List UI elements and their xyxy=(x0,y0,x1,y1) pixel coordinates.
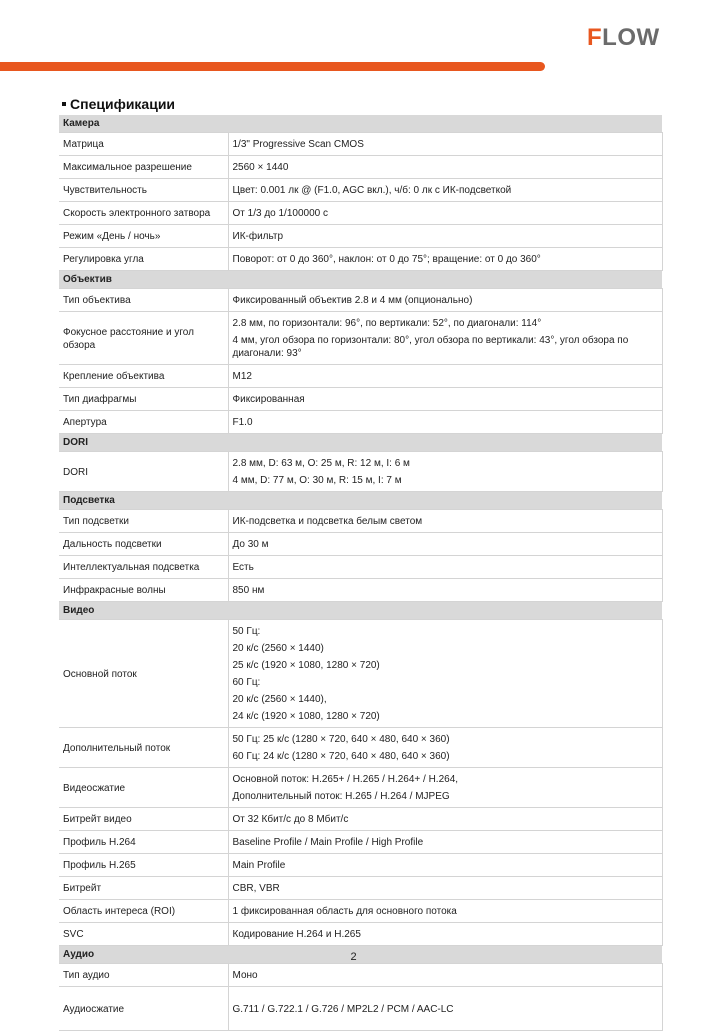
logo-mark: F xyxy=(587,24,603,51)
spec-value xyxy=(228,388,662,411)
spec-label: Режим «День / ночь» xyxy=(59,225,228,248)
spec-value-line: 20 к/с (2560 × 1440), xyxy=(232,694,327,705)
spec-value xyxy=(228,900,662,923)
table-row xyxy=(59,620,662,728)
spec-value xyxy=(228,156,662,179)
spec-value xyxy=(228,452,662,492)
spec-label: Аудиосжатие xyxy=(59,987,228,1031)
spec-value-line: 24 к/с (1920 × 1080, 1280 × 720) xyxy=(232,711,380,722)
spec-label: SVC xyxy=(59,923,228,946)
spec-label: Профиль H.264 xyxy=(59,831,228,854)
table-row xyxy=(59,248,662,271)
table-row xyxy=(59,312,662,365)
spec-value-line: Кодирование H.264 и H.265 xyxy=(232,929,361,940)
spec-label: DORI xyxy=(59,452,228,492)
spec-label: Инфракрасные волны xyxy=(59,579,228,602)
spec-value xyxy=(228,533,662,556)
table-row xyxy=(59,768,662,808)
table-section-header xyxy=(59,115,662,133)
section-title: Объектив xyxy=(59,271,662,289)
spec-label: Тип диафрагмы xyxy=(59,388,228,411)
spec-value xyxy=(228,289,662,312)
section-heading-text: Спецификации xyxy=(70,96,176,112)
spec-value xyxy=(228,556,662,579)
spec-value xyxy=(228,411,662,434)
spec-value-line: Main Profile xyxy=(232,860,286,871)
table-row xyxy=(59,156,662,179)
spec-value-line: До 30 м xyxy=(232,539,269,550)
spec-label: Дополнительный поток xyxy=(59,728,228,768)
table-row xyxy=(59,533,662,556)
spec-value-line: 60 Гц: xyxy=(232,677,261,688)
table-row xyxy=(59,388,662,411)
spec-label: Интеллектуальная подсветка xyxy=(59,556,228,579)
table-row xyxy=(59,728,662,768)
spec-label: Тип подсветки xyxy=(59,510,228,533)
spec-value-line: CBR, VBR xyxy=(232,883,280,894)
spec-value xyxy=(228,202,662,225)
spec-value-line: 50 Гц: xyxy=(232,626,261,637)
table-row xyxy=(59,179,662,202)
table-row xyxy=(59,452,662,492)
spec-value-line: ИК-фильтр xyxy=(232,231,284,242)
spec-label: Тип объектива xyxy=(59,289,228,312)
spec-label: Основной поток xyxy=(59,620,228,728)
table-row xyxy=(59,133,662,156)
spec-value-line: 1/3" Progressive Scan CMOS xyxy=(232,139,364,150)
spec-value-line: 4 мм, D: 77 м, O: 30 м, R: 15 м, I: 7 м xyxy=(232,475,402,486)
section-title: Видео xyxy=(59,602,662,620)
spec-label: Тип аудио xyxy=(59,964,228,987)
spec-label: Область интереса (ROI) xyxy=(59,900,228,923)
section-title: Аудио xyxy=(59,946,662,964)
spec-value-line: Baseline Profile / Main Profile / High Profile xyxy=(232,837,424,848)
spec-value-line: 4 мм, угол обзора по горизонтали: 80°, угол обзора по вертикали: 43°, угол обзора по диагонали: 93° xyxy=(232,335,629,359)
bullet-icon xyxy=(62,102,66,106)
spec-value xyxy=(228,510,662,533)
table-row xyxy=(59,365,662,388)
spec-value-line: G.711 / G.722.1 / G.726 / MP2L2 / PCM / AAC-LC xyxy=(232,1003,454,1015)
spec-label: Скорость электронного затвора xyxy=(59,202,228,225)
spec-value xyxy=(228,179,662,202)
spec-value xyxy=(228,312,662,365)
spec-label: Битрейт видео xyxy=(59,808,228,831)
spec-value xyxy=(228,923,662,946)
spec-value xyxy=(228,728,662,768)
section-title: Камера xyxy=(59,115,662,133)
header-accent-bar xyxy=(0,62,545,71)
spec-value-line: Цвет: 0.001 лк @ (F1.0, AGC вкл.), ч/б: 0 лк с ИК-подсветкой xyxy=(232,185,512,196)
table-row xyxy=(59,510,662,533)
specifications-table xyxy=(59,115,663,1031)
spec-value-line: 2.8 мм, D: 63 м, O: 25 м, R: 12 м, I: 6 м xyxy=(232,458,410,469)
table-section-header xyxy=(59,271,662,289)
spec-value xyxy=(228,768,662,808)
page-number: 2 xyxy=(350,951,357,963)
spec-label: Крепление объектива xyxy=(59,365,228,388)
company-logo xyxy=(587,26,660,50)
spec-value-line: 50 Гц: 25 к/с (1280 × 720, 640 × 480, 640 × 360) xyxy=(232,734,450,745)
spec-value-line: Основной поток: H.265+ / H.265 / H.264+ / H.264, xyxy=(232,774,459,785)
spec-label: Профиль H.265 xyxy=(59,854,228,877)
spec-value-line: От 32 Кбит/с до 8 Мбит/с xyxy=(232,814,349,825)
table-row xyxy=(59,808,662,831)
spec-value xyxy=(228,225,662,248)
spec-value-line: Фиксированный объектив 2.8 и 4 мм (опционально) xyxy=(232,295,473,306)
spec-value xyxy=(228,964,662,987)
spec-value xyxy=(228,831,662,854)
spec-value xyxy=(228,808,662,831)
spec-value-line: От 1/3 до 1/100000 с xyxy=(232,208,328,219)
table-row xyxy=(59,831,662,854)
spec-value xyxy=(228,877,662,900)
spec-label: Апертура xyxy=(59,411,228,434)
table-row xyxy=(59,987,662,1031)
spec-value-line: 850 нм xyxy=(232,585,265,596)
spec-value-line: 2.8 мм, по горизонтали: 96°, по вертикали: 52°, по диагонали: 114° xyxy=(232,318,542,329)
spec-value-line: 2560 × 1440 xyxy=(232,162,289,173)
spec-value-line: Моно xyxy=(232,970,258,981)
spec-label: Фокусное расстояние и угол обзора xyxy=(59,312,228,365)
section-title: DORI xyxy=(59,434,662,452)
spec-value xyxy=(228,620,662,728)
spec-value xyxy=(228,579,662,602)
section-heading xyxy=(62,96,175,112)
section-title: Подсветка xyxy=(59,492,662,510)
logo-text: LOW xyxy=(602,24,660,51)
spec-value-line: 20 к/с (2560 × 1440) xyxy=(232,643,324,654)
table-row xyxy=(59,556,662,579)
table-section-header xyxy=(59,434,662,452)
spec-value-line: 60 Гц: 24 к/с (1280 × 720, 640 × 480, 640 × 360) xyxy=(232,751,450,762)
spec-value-line: F1.0 xyxy=(232,417,253,428)
table-row xyxy=(59,854,662,877)
spec-label: Чувствительность xyxy=(59,179,228,202)
spec-value-line: Поворот: от 0 до 360°, наклон: от 0 до 75°; вращение: от 0 до 360° xyxy=(232,254,541,265)
table-row xyxy=(59,289,662,312)
spec-value xyxy=(228,133,662,156)
table-row xyxy=(59,877,662,900)
table-row xyxy=(59,202,662,225)
spec-value-line: ИК-подсветка и подсветка белым светом xyxy=(232,516,423,527)
table-section-header xyxy=(59,492,662,510)
spec-value xyxy=(228,365,662,388)
table-row xyxy=(59,964,662,987)
spec-value xyxy=(228,854,662,877)
spec-value-line: 25 к/с (1920 × 1080, 1280 × 720) xyxy=(232,660,380,671)
spec-label: Максимальное разрешение xyxy=(59,156,228,179)
spec-value-line: Дополнительный поток: H.265 / H.264 / MJPEG xyxy=(232,791,450,802)
spec-value-line: Есть xyxy=(232,562,254,573)
spec-value-line: M12 xyxy=(232,371,252,382)
spec-value xyxy=(228,987,662,1031)
spec-value-line: 1 фиксированная область для основного потока xyxy=(232,906,457,917)
spec-label: Видеосжатие xyxy=(59,768,228,808)
specifications-table-body xyxy=(59,115,662,1031)
spec-value-line: Фиксированная xyxy=(232,394,305,405)
table-row xyxy=(59,411,662,434)
table-section-header xyxy=(59,602,662,620)
table-row xyxy=(59,900,662,923)
table-row xyxy=(59,579,662,602)
table-row xyxy=(59,923,662,946)
table-row xyxy=(59,225,662,248)
spec-label: Битрейт xyxy=(59,877,228,900)
spec-value xyxy=(228,248,662,271)
spec-label: Дальность подсветки xyxy=(59,533,228,556)
spec-label: Регулировка угла xyxy=(59,248,228,271)
spec-label: Матрица xyxy=(59,133,228,156)
